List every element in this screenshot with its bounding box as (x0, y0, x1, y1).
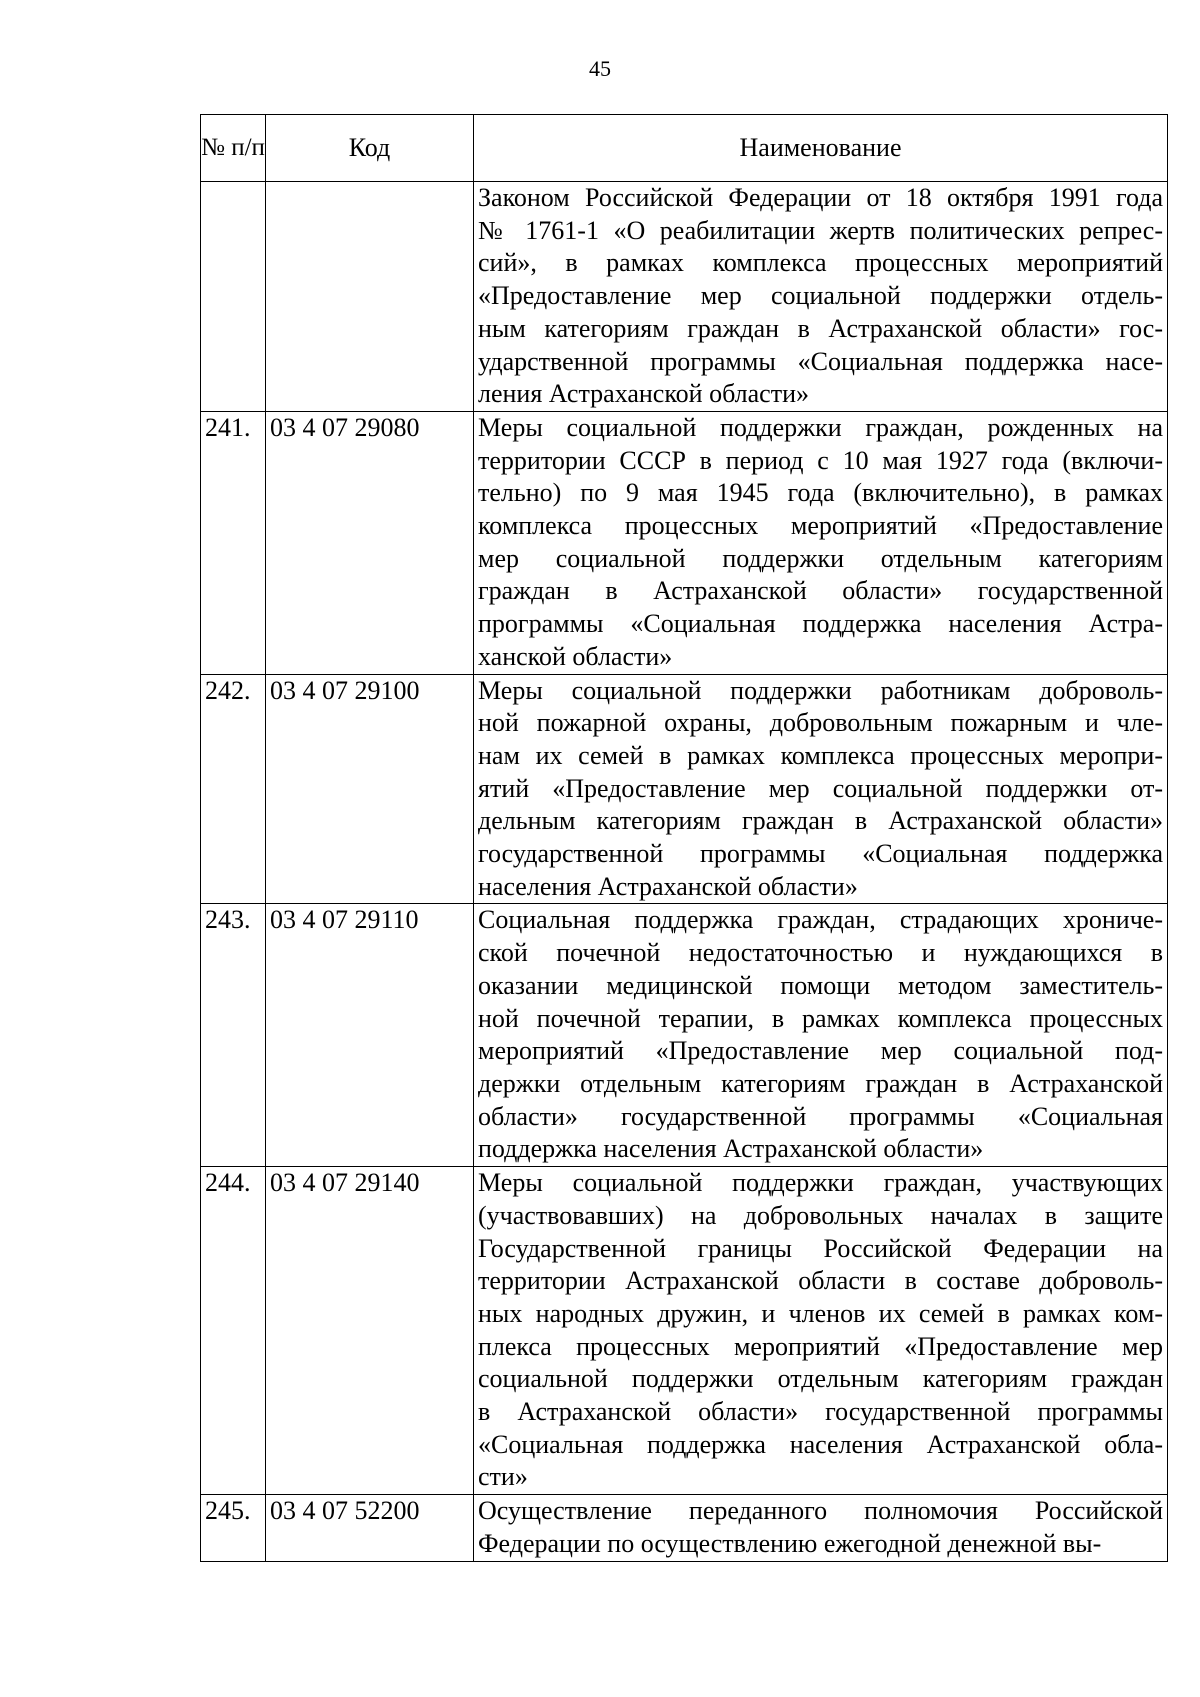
row-name-line: ной пожарной охраны, добровольным пожарным и чле- (478, 708, 1163, 738)
row-name-line: государственной программы «Социальная поддержка (478, 839, 1163, 869)
row-name-line: Федерации по осуществлению ежегодной денежной вы- (478, 1528, 1102, 1558)
row-code (266, 182, 474, 412)
row-name-line: Меры социальной поддержки граждан, участвующих (478, 1168, 1163, 1198)
row-code: 03 4 07 29110 (266, 904, 474, 1167)
row-name-line: № 1761-1 «О реабилитации жертв политических репрес- (478, 215, 1163, 245)
row-name-line: поддержка населения Астраханской области» (478, 1134, 984, 1164)
table-row (201, 1167, 1168, 1495)
row-code: 03 4 07 29140 (266, 1167, 474, 1495)
page-number: 45 (589, 56, 611, 81)
row-name (474, 674, 1168, 904)
table-row (201, 182, 1168, 412)
row-name-line: социальной поддержки отдельным категориям граждан (478, 1364, 1163, 1394)
row-number: 242. (201, 674, 266, 904)
table-row (201, 674, 1168, 904)
classification-table (200, 114, 1168, 1562)
row-name-line: нам их семей в рамках комплекса процессных меропри- (478, 740, 1163, 770)
row-code: 03 4 07 29100 (266, 674, 474, 904)
row-name (474, 182, 1168, 412)
row-name-line: «Социальная поддержка населения Астраханской обла- (478, 1429, 1163, 1459)
row-name-line: оказании медицинской помощи методом заместитель- (478, 970, 1163, 1000)
row-name-line: ятий «Предоставление мер социальной поддержки от- (478, 773, 1163, 803)
row-name-line: дельным категориям граждан в Астраханской области» (478, 806, 1163, 836)
row-name-line: плекса процессных мероприятий «Предоставление мер (478, 1331, 1163, 1361)
row-name (474, 1495, 1168, 1561)
row-code: 03 4 07 29080 (266, 411, 474, 674)
row-number (201, 182, 266, 412)
row-name-line: сти» (478, 1462, 528, 1492)
row-name-line: области» государственной программы «Социальная (478, 1101, 1163, 1131)
table-body (201, 182, 1168, 1562)
table-row (201, 411, 1168, 674)
row-name-line: «Предоставление мер социальной поддержки отдель- (478, 281, 1163, 311)
row-name-line: программы «Социальная поддержка населения Астра- (478, 609, 1163, 639)
header-row (201, 115, 1168, 182)
row-name (474, 1167, 1168, 1495)
row-number: 245. (201, 1495, 266, 1561)
row-name-line: территории СССР в период с 10 мая 1927 года (включи- (478, 445, 1163, 475)
table-header (201, 115, 1168, 182)
row-name-line: ления Астраханской области» (478, 379, 809, 409)
header-code: Код (266, 115, 474, 182)
row-name-line: тельно) по 9 мая 1945 года (включительно), в рамках (478, 478, 1163, 508)
row-name-line: ударственной программы «Социальная поддержка насе- (478, 346, 1163, 376)
row-name-line: в Астраханской области» государственной программы (478, 1397, 1163, 1427)
row-name-line: сий», в рамках комплекса процессных мероприятий (478, 248, 1163, 278)
row-name-line: населения Астраханской области» (478, 871, 858, 901)
table-row (201, 1495, 1168, 1561)
row-name-line: территории Астраханской области в составе доброволь- (478, 1266, 1163, 1296)
row-name-line: Меры социальной поддержки граждан, рожденных на (478, 412, 1163, 442)
row-name-line: ханской области» (478, 641, 673, 671)
row-name-line: ной почечной терапии, в рамках комплекса процессных (478, 1003, 1163, 1033)
header-name: Наименование (474, 115, 1168, 182)
row-name-line: ным категориям граждан в Астраханской области» гос- (478, 313, 1163, 343)
row-code: 03 4 07 52200 (266, 1495, 474, 1561)
row-name-line: ской почечной недостаточностью и нуждающихся в (478, 938, 1163, 968)
row-name (474, 411, 1168, 674)
row-name-line: ных народных дружин, и членов их семей в рамках ком- (478, 1298, 1163, 1328)
row-number: 244. (201, 1167, 266, 1495)
row-name-line: комплекса процессных мероприятий «Предоставление (478, 511, 1163, 541)
row-name-line: держки отдельным категориям граждан в Астраханской (478, 1068, 1163, 1098)
row-name-line: Государственной границы Российской Федерации на (478, 1233, 1163, 1263)
row-name-line: Осуществление переданного полномочия Российской (478, 1496, 1163, 1526)
row-name-line: мероприятий «Предоставление мер социальной под- (478, 1036, 1163, 1066)
row-number: 241. (201, 411, 266, 674)
row-name-line: (участвовавших) на добровольных началах в защите (478, 1200, 1163, 1230)
row-name-line: Меры социальной поддержки работникам доброволь- (478, 675, 1163, 705)
header-num: № п/п (201, 115, 266, 182)
row-name-line: Законом Российской Федерации от 18 октября 1991 года (478, 183, 1163, 212)
row-name-line: Социальная поддержка граждан, страдающих хрониче- (478, 905, 1163, 935)
row-name-line: мер социальной поддержки отдельным категориям (478, 543, 1163, 573)
table-row (201, 904, 1168, 1167)
row-number: 243. (201, 904, 266, 1167)
row-name-line: граждан в Астраханской области» государственной (478, 576, 1163, 606)
row-name (474, 904, 1168, 1167)
